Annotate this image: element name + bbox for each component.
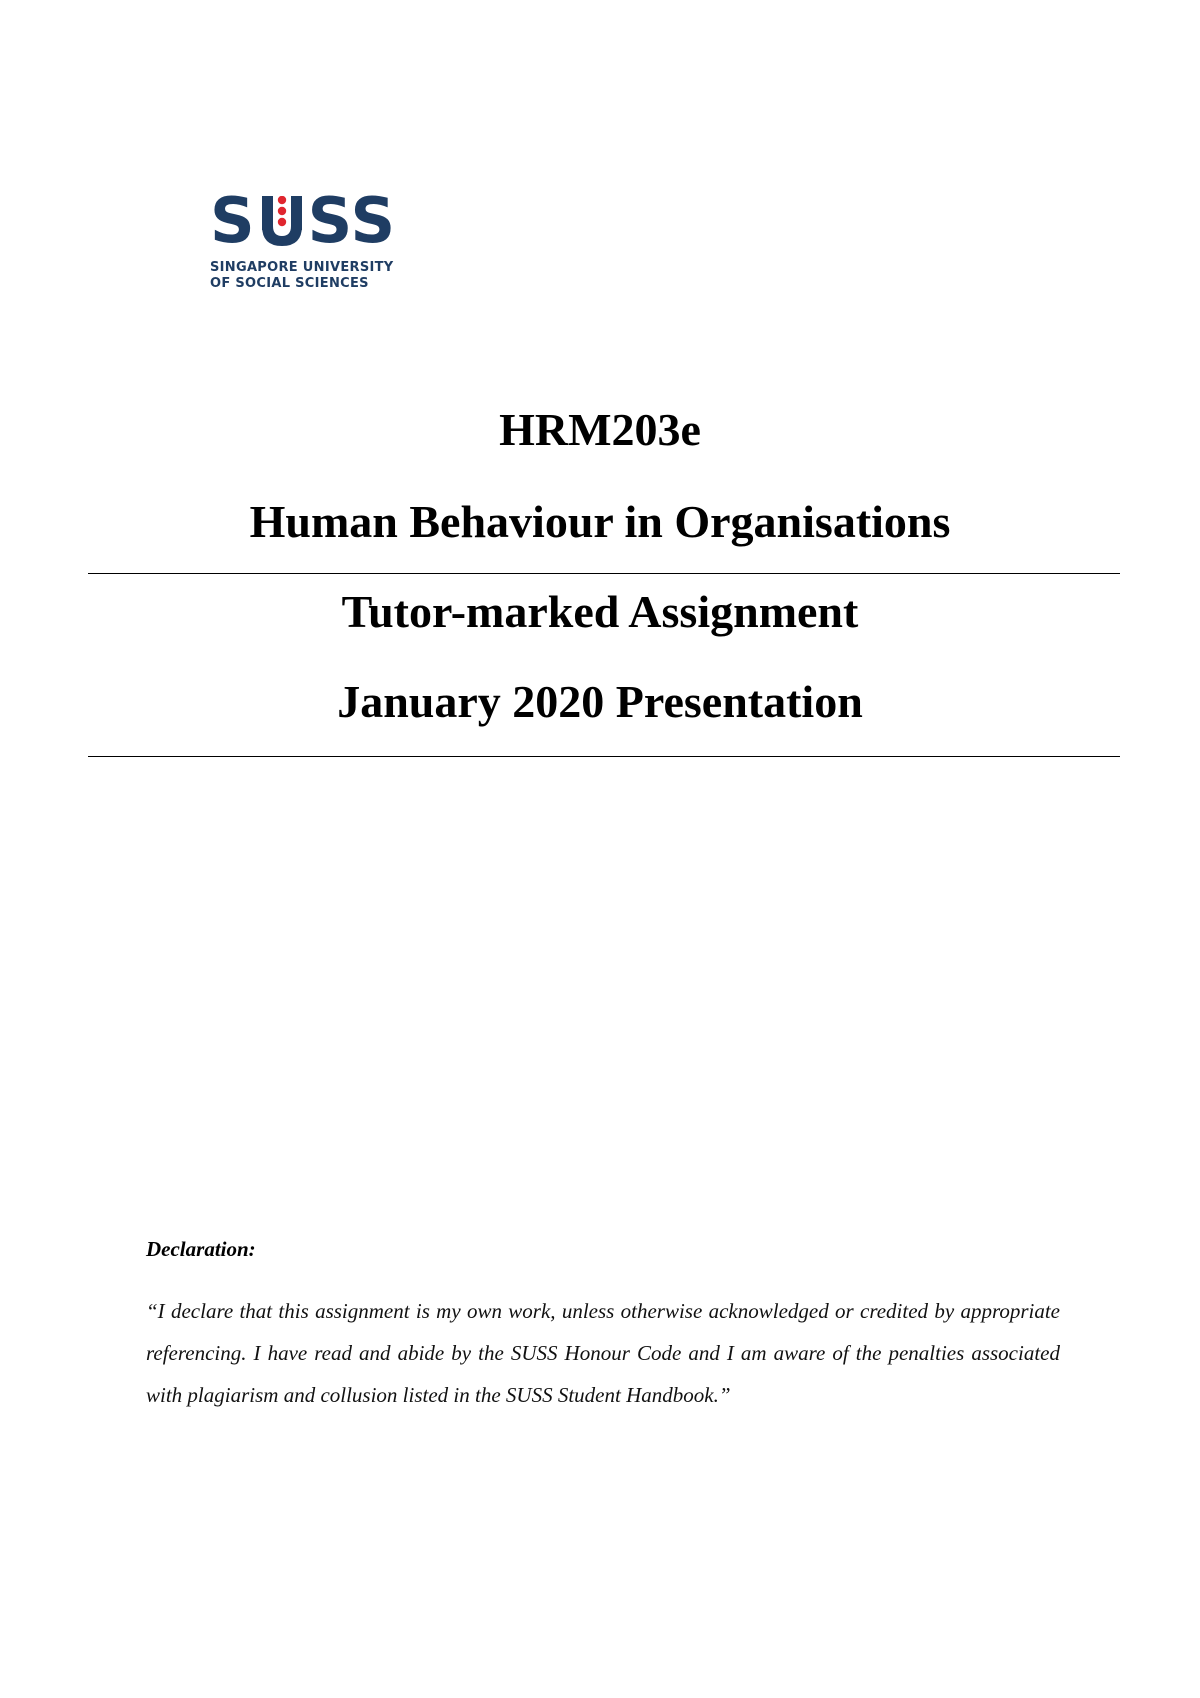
suss-logo [210,184,430,292]
course-name: Human Behaviour in Organisations [249,496,951,547]
divider-rule-bottom [88,756,1120,757]
presentation-title: January 2020 Presentation [337,676,863,727]
logo-dotted-u-icon [256,190,308,252]
logo-university-name [210,260,430,292]
logo-wordmark [210,184,430,257]
assignment-type: Tutor-marked Assignment [341,586,859,637]
divider-rule-top [88,573,1120,574]
logo-wordmark-left: S [210,184,256,257]
logo-university-line1: SINGAPORE UNIVERSITY [210,260,394,275]
logo-university-line2: OF SOCIAL SCIENCES [210,276,369,291]
course-code: HRM203e [499,404,701,455]
logo-wordmark-right: SS [307,184,397,257]
declaration-text: “I declare that this assignment is my own work, unless otherwise acknowledged or credited by appropriate referencing. I have read and abide by the SUSS Honour Code and I am aware of the penalties associated with plagiarism and collusion listed in the SUSS Student Handbook.” [146,1299,1060,1407]
declaration-heading: Declaration: [146,1237,256,1261]
